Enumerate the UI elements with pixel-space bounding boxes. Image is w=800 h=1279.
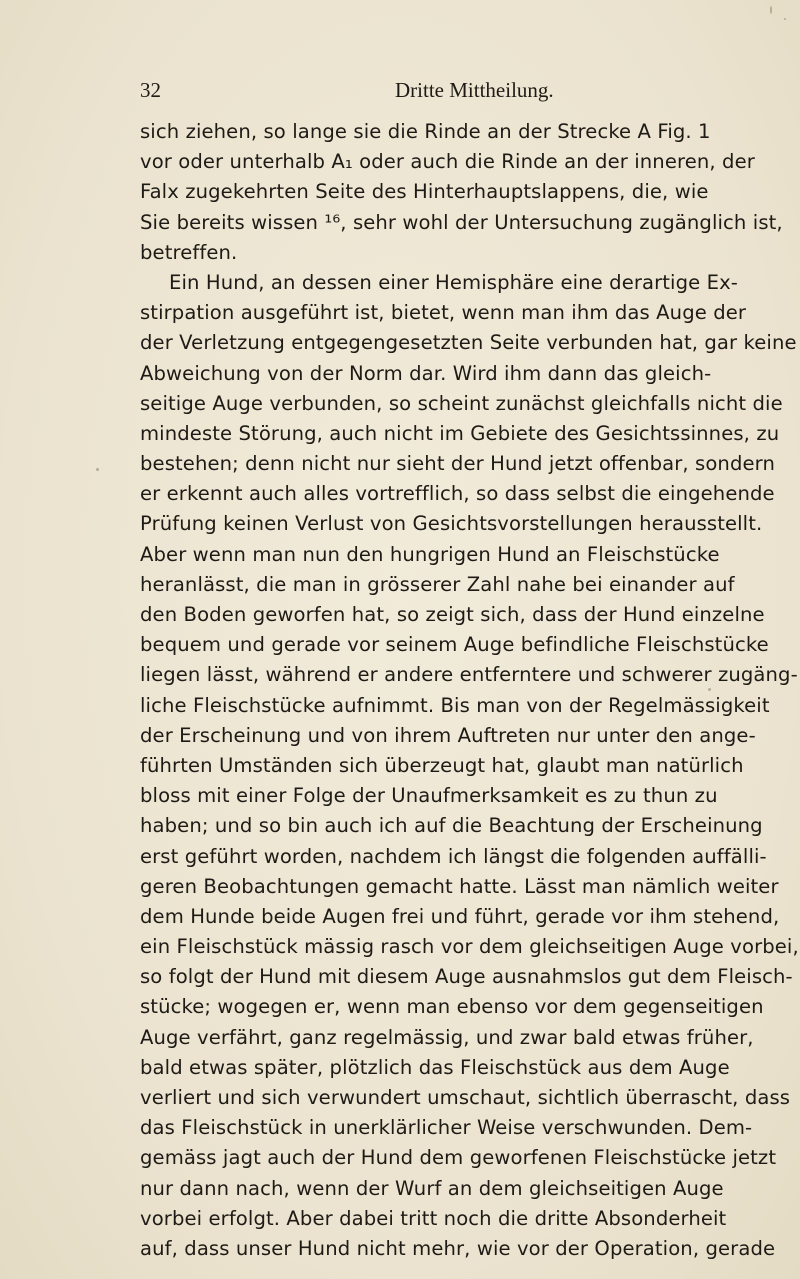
text-line: Aber wenn man nun den hungrigen Hund an Fleischstücke [140,542,720,566]
text-line: vor oder unterhalb A₁ oder auch die Rinde an der inneren, der [140,150,755,174]
text-line: dem Hunde beide Augen frei und führt, gerade vor ihm stehend, [140,904,780,928]
text-line: stücke; wogegen er, wenn man ebenso vor dem gegenseitigen [140,995,764,1019]
text-line: Sie bereits wissen ¹⁶, sehr wohl der Untersuchung zugänglich ist, [140,210,783,234]
text-line: den Boden geworfen hat, so zeigt sich, dass der Hund einzelne [140,603,765,626]
text-line: seitige Auge verbunden, so scheint zunächst gleichfalls nicht die [140,391,783,415]
text-line: betreffen. [140,240,238,264]
paper-speck [708,688,711,691]
text-line: bestehen; denn nicht nur sieht der Hund jetzt offenbar, sondern [140,452,775,476]
paper-speck [96,468,99,471]
text-line: ein Fleischstück mässig rasch vor dem gleichseitigen Auge vorbei, [140,935,799,959]
text-line: der Verletzung entgegengesetzten Seite verbunden hat, gar keine [140,331,797,355]
text-line: der Erscheinung und von ihrem Auftreten nur unter den ange- [140,723,756,747]
text-line: haben; und so bin auch ich auf die Beachtung der Erscheinung [140,814,763,838]
text-line: führten Umständen sich überzeugt hat, glaubt man natürlich [140,753,744,777]
text-line: geren Beobachtungen gemacht hatte. Lässt man nämlich weiter [140,874,779,898]
text-line: vorbei erfolgt. Aber dabei tritt noch die dritte Absonderheit [140,1206,727,1230]
paper-speck [770,6,772,14]
body-text [140,117,799,1264]
text-line: gemäss jagt auch der Hund dem geworfenen Fleischstücke jetzt [140,1146,777,1170]
text-line: Abweichung von der Norm dar. Wird ihm dann das gleich- [140,361,712,385]
text-line: liegen lässt, während er andere entferntere und schwerer zugäng- [140,663,798,687]
text-line: verliert und sich verwundert umschaut, sichtlich überrascht, dass [140,1086,791,1109]
text-line: bald etwas später, plötzlich das Fleischstück aus dem Auge [140,1055,730,1079]
text-line: erst geführt worden, nachdem ich längst die folgenden auffälli- [140,844,767,868]
text-line: Ein Hund, an dessen einer Hemisphäre eine derartige Ex- [169,270,738,294]
text-line: sich ziehen, so lange sie die Rinde an der Strecke A Fig. 1 [140,120,711,143]
text-line: liche Fleischstücke aufnimmt. Bis man von der Regelmässigkeit [140,693,770,717]
text-line: mindeste Störung, auch nicht im Gebiete des Gesichtssinnes, zu [140,421,780,445]
text-line: stirpation ausgeführt ist, bietet, wenn man ihm das Auge der [140,301,747,325]
text-line: Auge verfährt, ganz regelmässig, und zwar bald etwas früher, [140,1025,754,1049]
text-line: er erkennt auch alles vortrefflich, so dass selbst die eingehende [140,482,775,506]
text-line: bequem und gerade vor seinem Auge befindliche Fleischstücke [140,633,769,657]
text-line: nur dann nach, wenn der Wurf an dem gleichseitigen Auge [140,1176,724,1200]
text-line: heranlässt, die man in grösserer Zahl nahe bei einander auf [140,572,735,596]
page-number: 32 [140,78,161,102]
text-line: das Fleischstück in unerklärlicher Weise verschwunden. Dem- [140,1116,753,1140]
text-line: bloss mit einer Folge der Unaufmerksamkeit es zu thun zu [140,784,718,808]
running-head: Dritte Mittheilung. [395,78,554,102]
text-line: so folgt der Hund mit diesem Auge ausnahmslos gut dem Fleisch- [140,965,793,989]
text-line: Falx zugekehrten Seite des Hinterhauptslappens, die, wie [140,180,709,204]
page-header [140,78,680,108]
text-line: auf, dass unser Hund nicht mehr, wie vor der Operation, gerade [140,1236,776,1260]
paper-speck [784,18,786,20]
text-line: Prüfung keinen Verlust von Gesichtsvorstellungen herausstellt. [140,512,763,536]
